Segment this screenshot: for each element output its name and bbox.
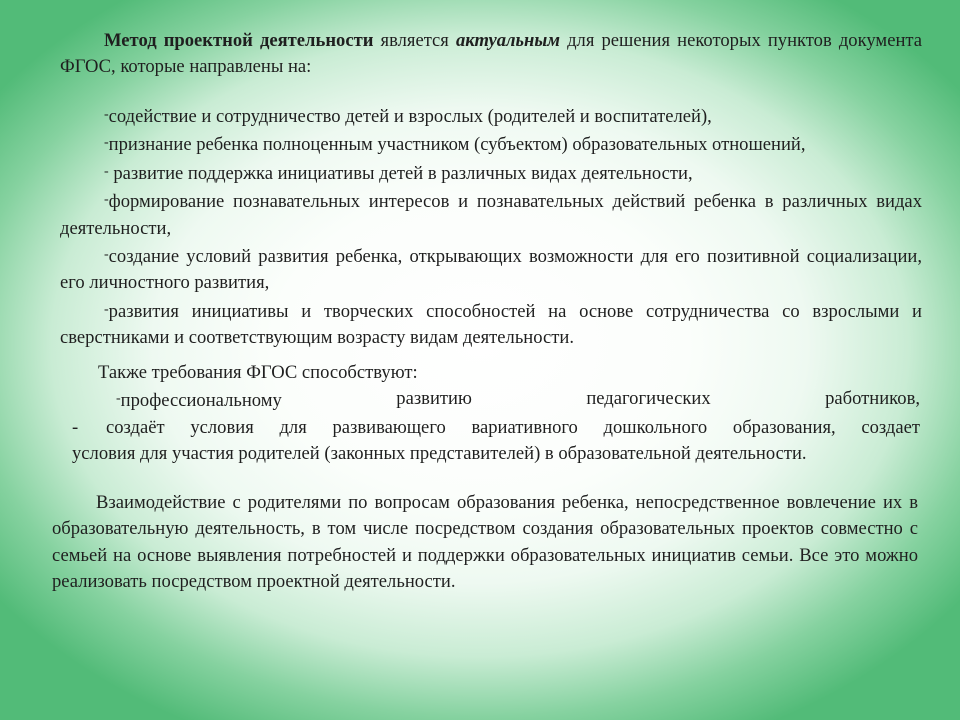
list-item: -признание ребенка полноценным участником (субъектом) образовательных отношений, xyxy=(104,134,806,156)
list-item: -развития инициативы и творческих способностей на основе сотрудничества со взрослыми и сверстниками и соответствующим возрасту видам деятельности. xyxy=(60,300,922,349)
dash-marker: - xyxy=(104,135,109,151)
intro-emphasis: актуальным xyxy=(455,30,560,51)
list-item: - развитие поддержка инициативы детей в различных видах деятельности, xyxy=(104,162,693,184)
list-item: -формирование познавательных интересов и познавательных действий ребенка в различных видах деятельности, xyxy=(60,191,922,239)
intro-rest: для решения некоторых пунктов документа ФГОС, которые направлены на: xyxy=(60,30,923,78)
fgos-item-conditions: - создаёт условия для развивающего вариативного дошкольного образования, создает xyxy=(62,415,920,441)
intro-paragraph xyxy=(60,28,922,81)
list-item: -создание условий развития ребенка, открывающих возможности для его позитивной социализации, его личностного развития, xyxy=(60,246,922,294)
dash-marker: - xyxy=(104,163,109,179)
fgos-section xyxy=(62,360,920,468)
intro-verb: является xyxy=(380,30,449,51)
list-item: -содействие и сотрудничество детей и взрослых (родителей и воспитателей), xyxy=(104,106,712,127)
dash-marker: - xyxy=(104,192,109,208)
fgos-heading: Также требования ФГОС способствуют: xyxy=(98,362,418,383)
bullet-list xyxy=(60,102,922,352)
dash-marker: - xyxy=(104,301,109,317)
dash-marker: - xyxy=(116,391,121,407)
dash-marker: - xyxy=(104,247,109,263)
dash-marker: - xyxy=(104,107,109,122)
dash-marker: - xyxy=(72,416,79,438)
outro-text: Взаимодействие с родителями по вопросам образования ребенка, непосредственное вовлечение их в образовательную деятельность, в том числе посредством создания образовательных проектов совместно с семьей на основе выявления потребностей и поддержки образовательных инициатив семьи. Все это можно реализовать посредством проектной деятельности. xyxy=(52,492,918,593)
fgos-item-conditions-cont: условия для участия родителей (законных представителей) в образовательной деятельности. xyxy=(72,443,807,465)
intro-term: Метод проектной деятельности xyxy=(104,30,374,51)
fgos-item-professional: -профессиональному развитию педагогических работников, xyxy=(116,388,920,412)
outro-paragraph xyxy=(52,490,918,596)
